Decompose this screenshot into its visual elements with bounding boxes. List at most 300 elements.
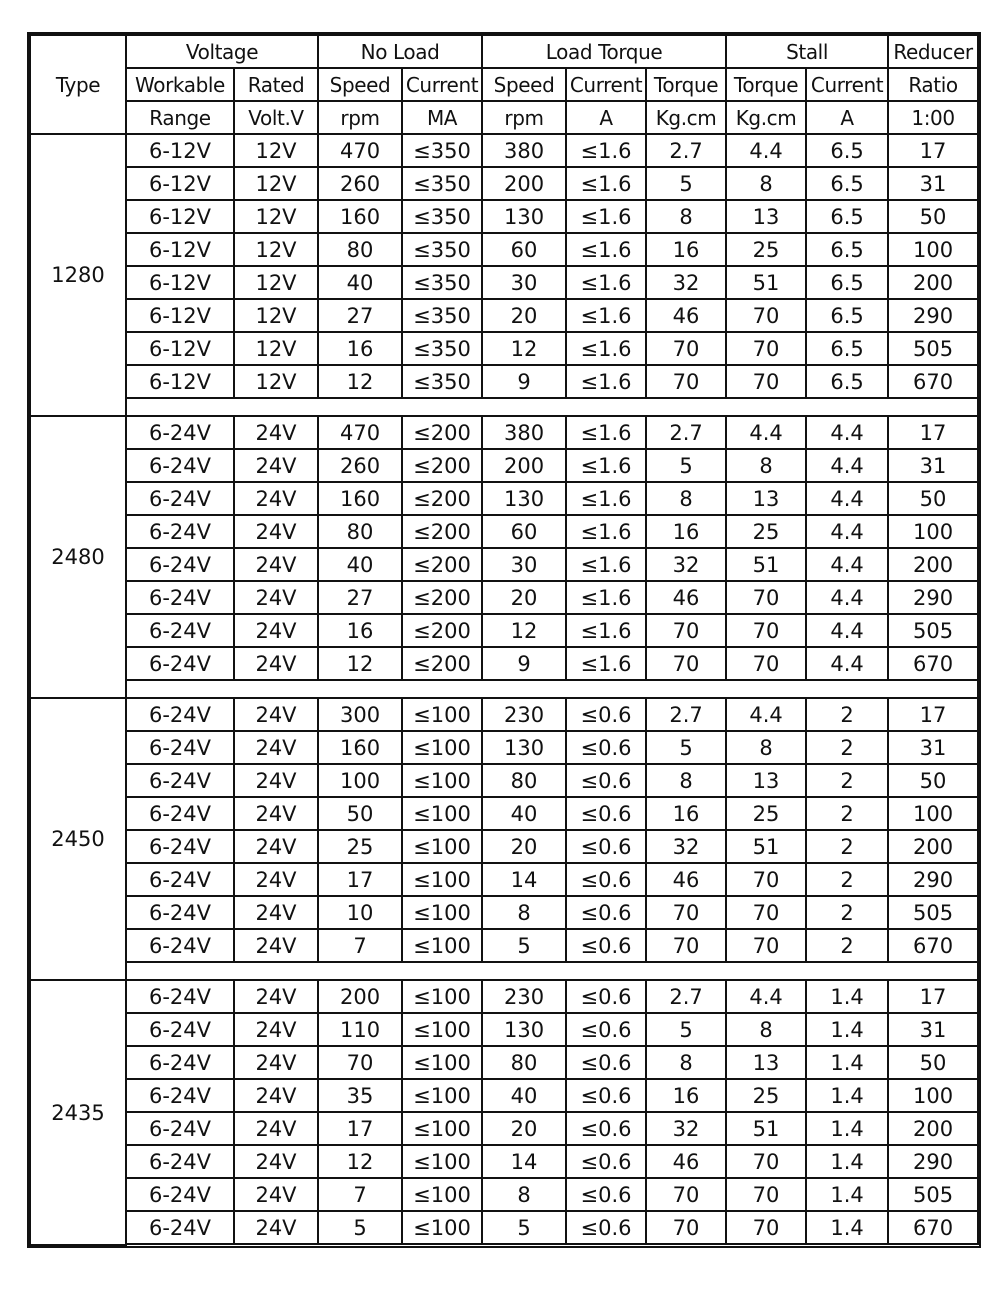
- table-cell: 5: [482, 1211, 566, 1244]
- table-cell: 6.5: [806, 299, 888, 332]
- table-cell: 2.7: [646, 134, 726, 167]
- table-row: [30, 266, 978, 299]
- header-col-name: Workable: [126, 68, 234, 101]
- table-cell: 2: [806, 731, 888, 764]
- table-cell: ≤1.6: [566, 416, 646, 449]
- table-cell: ≤0.6: [566, 797, 646, 830]
- table-cell: 6-24V: [126, 416, 234, 449]
- table-cell: 200: [318, 980, 402, 1013]
- table-cell: 46: [646, 863, 726, 896]
- table-cell: 32: [646, 830, 726, 863]
- table-cell: 380: [482, 416, 566, 449]
- table-cell: 40: [482, 1079, 566, 1112]
- group-separator: [30, 962, 978, 980]
- header-col-name: Speed: [318, 68, 402, 101]
- table-cell: 70: [318, 1046, 402, 1079]
- table-cell: 2: [806, 797, 888, 830]
- table-cell: 6.5: [806, 200, 888, 233]
- table-cell: 24V: [234, 764, 318, 797]
- table-cell: ≤0.6: [566, 1079, 646, 1112]
- table-cell: 24V: [234, 1013, 318, 1046]
- separator-cell: [126, 962, 978, 980]
- table-cell: 7: [318, 929, 402, 962]
- table-cell: 9: [482, 647, 566, 680]
- table-cell: 70: [646, 929, 726, 962]
- table-cell: 51: [726, 1112, 806, 1145]
- table-cell: 6-24V: [126, 929, 234, 962]
- table-cell: 9: [482, 365, 566, 398]
- type-cell: 2480: [30, 416, 126, 698]
- table-cell: 1.4: [806, 980, 888, 1013]
- table-cell: 16: [318, 614, 402, 647]
- header-col-unit: A: [806, 101, 888, 134]
- table-cell: 380: [482, 134, 566, 167]
- table-cell: 670: [888, 929, 978, 962]
- table-cell: 5: [482, 929, 566, 962]
- table-cell: 24V: [234, 1211, 318, 1244]
- table-cell: 70: [726, 896, 806, 929]
- table-row: [30, 980, 978, 1013]
- table-cell: ≤0.6: [566, 863, 646, 896]
- table-cell: 70: [726, 299, 806, 332]
- table-cell: 230: [482, 980, 566, 1013]
- table-cell: 6-24V: [126, 1079, 234, 1112]
- table-cell: 50: [888, 200, 978, 233]
- table-cell: ≤0.6: [566, 980, 646, 1013]
- table-cell: 70: [726, 1145, 806, 1178]
- table-cell: 290: [888, 1145, 978, 1178]
- table-cell: 505: [888, 614, 978, 647]
- table-cell: 24V: [234, 1079, 318, 1112]
- table-cell: ≤0.6: [566, 929, 646, 962]
- header-group-stall: Stall: [726, 35, 888, 68]
- table-cell: ≤100: [402, 797, 482, 830]
- table-cell: 25: [726, 233, 806, 266]
- table-cell: ≤1.6: [566, 365, 646, 398]
- table-cell: 17: [888, 980, 978, 1013]
- table-cell: 80: [318, 515, 402, 548]
- table-cell: 6-12V: [126, 134, 234, 167]
- table-cell: 6-24V: [126, 515, 234, 548]
- table-cell: 300: [318, 698, 402, 731]
- table-cell: 16: [646, 797, 726, 830]
- table-cell: 1.4: [806, 1145, 888, 1178]
- table-row: [30, 1178, 978, 1211]
- header-col-unit: A: [566, 101, 646, 134]
- table-cell: 12: [318, 1145, 402, 1178]
- table-cell: 6-12V: [126, 299, 234, 332]
- table-cell: ≤200: [402, 614, 482, 647]
- table-cell: 6-24V: [126, 863, 234, 896]
- table-cell: ≤200: [402, 548, 482, 581]
- table-cell: 6.5: [806, 365, 888, 398]
- table-cell: 670: [888, 647, 978, 680]
- header-group-voltage: Voltage: [126, 35, 318, 68]
- table-cell: 6-24V: [126, 731, 234, 764]
- table-cell: 290: [888, 299, 978, 332]
- table-cell: 60: [482, 233, 566, 266]
- table-cell: 70: [726, 647, 806, 680]
- table-cell: 6.5: [806, 167, 888, 200]
- table-row: [30, 731, 978, 764]
- table-row: [30, 581, 978, 614]
- table-cell: 70: [726, 365, 806, 398]
- table-cell: ≤1.6: [566, 449, 646, 482]
- table-cell: 4.4: [806, 647, 888, 680]
- table-cell: 160: [318, 731, 402, 764]
- table-cell: ≤0.6: [566, 764, 646, 797]
- table-cell: 46: [646, 581, 726, 614]
- table-cell: 20: [482, 299, 566, 332]
- table-cell: ≤100: [402, 980, 482, 1013]
- table-cell: 24V: [234, 1112, 318, 1145]
- table-cell: 32: [646, 548, 726, 581]
- table-cell: 2.7: [646, 698, 726, 731]
- table-cell: 4.4: [726, 980, 806, 1013]
- header-group-reducer: Reducer: [888, 35, 978, 68]
- table-cell: 50: [888, 1046, 978, 1079]
- table-cell: 505: [888, 332, 978, 365]
- table-cell: 1.4: [806, 1046, 888, 1079]
- table-cell: 6.5: [806, 266, 888, 299]
- table-cell: ≤100: [402, 896, 482, 929]
- table-cell: 80: [318, 233, 402, 266]
- table-cell: 290: [888, 581, 978, 614]
- type-cell: 1280: [30, 134, 126, 416]
- table-cell: 6.5: [806, 134, 888, 167]
- group-end: [30, 1244, 978, 1245]
- table-cell: 130: [482, 482, 566, 515]
- table-cell: ≤0.6: [566, 830, 646, 863]
- header-col-unit: rpm: [482, 101, 566, 134]
- motor-spec-table: [29, 34, 979, 1246]
- table-row: [30, 365, 978, 398]
- table-cell: 670: [888, 365, 978, 398]
- table-cell: 12V: [234, 266, 318, 299]
- table-cell: 51: [726, 266, 806, 299]
- table-cell: ≤100: [402, 1178, 482, 1211]
- table-cell: 470: [318, 416, 402, 449]
- table-cell: 80: [482, 1046, 566, 1079]
- table-cell: 200: [888, 548, 978, 581]
- table-cell: ≤100: [402, 929, 482, 962]
- table-cell: 230: [482, 698, 566, 731]
- table-cell: 2.7: [646, 980, 726, 1013]
- table-cell: 24V: [234, 797, 318, 830]
- table-cell: 200: [888, 830, 978, 863]
- table-cell: 70: [646, 647, 726, 680]
- table-cell: ≤0.6: [566, 731, 646, 764]
- table-cell: ≤0.6: [566, 1046, 646, 1079]
- table-cell: 27: [318, 299, 402, 332]
- table-cell: 6-12V: [126, 200, 234, 233]
- table-cell: 24V: [234, 482, 318, 515]
- table-cell: 2: [806, 698, 888, 731]
- table-cell: ≤0.6: [566, 1112, 646, 1145]
- table-cell: 4.4: [806, 482, 888, 515]
- header-col-name: Current: [402, 68, 482, 101]
- table-cell: 14: [482, 1145, 566, 1178]
- table-cell: ≤1.6: [566, 647, 646, 680]
- table-cell: 1.4: [806, 1178, 888, 1211]
- table-cell: 12: [318, 365, 402, 398]
- table-cell: 24V: [234, 449, 318, 482]
- table-cell: 200: [888, 266, 978, 299]
- table-cell: 6-24V: [126, 830, 234, 863]
- table-cell: 8: [646, 200, 726, 233]
- table-cell: ≤1.6: [566, 332, 646, 365]
- table-cell: 14: [482, 863, 566, 896]
- table-cell: 70: [646, 365, 726, 398]
- table-cell: 70: [726, 1211, 806, 1244]
- table-cell: 4.4: [726, 698, 806, 731]
- table-row: [30, 647, 978, 680]
- table-cell: 16: [318, 332, 402, 365]
- table-row: [30, 764, 978, 797]
- table-cell: 6-12V: [126, 266, 234, 299]
- header-col-name: Torque: [646, 68, 726, 101]
- header-row-groups: [30, 35, 978, 68]
- table-cell: 70: [726, 614, 806, 647]
- table-cell: 32: [646, 1112, 726, 1145]
- table-cell: 24V: [234, 515, 318, 548]
- table-cell: 50: [888, 482, 978, 515]
- table-cell: 110: [318, 1013, 402, 1046]
- table-cell: 6-24V: [126, 1046, 234, 1079]
- table-cell: 50: [888, 764, 978, 797]
- table-cell: 70: [646, 614, 726, 647]
- table-cell: 24V: [234, 581, 318, 614]
- table-cell: 5: [318, 1211, 402, 1244]
- table-cell: ≤1.6: [566, 134, 646, 167]
- table-cell: 12V: [234, 233, 318, 266]
- table-cell: 200: [482, 449, 566, 482]
- table-cell: 24V: [234, 731, 318, 764]
- table-cell: ≤100: [402, 1112, 482, 1145]
- table-cell: 100: [888, 515, 978, 548]
- table-cell: ≤350: [402, 167, 482, 200]
- table-cell: ≤350: [402, 200, 482, 233]
- table-cell: 2: [806, 830, 888, 863]
- header-type: Type: [30, 35, 126, 134]
- table-cell: 290: [888, 863, 978, 896]
- table-row: [30, 167, 978, 200]
- table-cell: ≤100: [402, 1079, 482, 1112]
- header-row-units: [30, 101, 978, 134]
- table-cell: 35: [318, 1079, 402, 1112]
- table-row: [30, 416, 978, 449]
- table-cell: 20: [482, 581, 566, 614]
- type-cell: 2435: [30, 980, 126, 1245]
- table-cell: 70: [726, 332, 806, 365]
- header-col-name: Speed: [482, 68, 566, 101]
- table-cell: 25: [726, 797, 806, 830]
- table-cell: ≤350: [402, 299, 482, 332]
- header-col-unit: Kg.cm: [646, 101, 726, 134]
- table-cell: 17: [888, 134, 978, 167]
- table-cell: 12V: [234, 134, 318, 167]
- table-cell: 8: [646, 764, 726, 797]
- table-cell: 4.4: [806, 614, 888, 647]
- header-col-unit: Volt.V: [234, 101, 318, 134]
- table-cell: 70: [726, 581, 806, 614]
- table-row: [30, 1046, 978, 1079]
- table-cell: 30: [482, 548, 566, 581]
- end-cell: [126, 1244, 978, 1245]
- table-cell: 6-24V: [126, 482, 234, 515]
- header-group-no-load: No Load: [318, 35, 482, 68]
- table-cell: 4.4: [726, 416, 806, 449]
- table-cell: 6-24V: [126, 797, 234, 830]
- group-separator: [30, 680, 978, 698]
- table-cell: 260: [318, 167, 402, 200]
- table-cell: ≤350: [402, 233, 482, 266]
- table-cell: 24V: [234, 614, 318, 647]
- table-cell: 8: [726, 449, 806, 482]
- table-cell: 12V: [234, 299, 318, 332]
- table-cell: 12: [318, 647, 402, 680]
- table-cell: 17: [888, 416, 978, 449]
- table-cell: ≤200: [402, 647, 482, 680]
- table-cell: 17: [888, 698, 978, 731]
- table-cell: 17: [318, 1112, 402, 1145]
- table-cell: 6-24V: [126, 1211, 234, 1244]
- table-cell: 20: [482, 1112, 566, 1145]
- table-cell: 10: [318, 896, 402, 929]
- table-cell: 505: [888, 896, 978, 929]
- table-row: [30, 614, 978, 647]
- table-cell: 4.4: [806, 515, 888, 548]
- table-cell: ≤1.6: [566, 266, 646, 299]
- table-cell: 24V: [234, 416, 318, 449]
- table-cell: ≤350: [402, 365, 482, 398]
- table-cell: 20: [482, 830, 566, 863]
- table-cell: 13: [726, 1046, 806, 1079]
- table-cell: 40: [318, 548, 402, 581]
- header-col-name: Current: [566, 68, 646, 101]
- table-cell: 6-24V: [126, 614, 234, 647]
- table-row: [30, 929, 978, 962]
- table-cell: 6-24V: [126, 896, 234, 929]
- table-cell: 130: [482, 200, 566, 233]
- table-cell: 5: [646, 449, 726, 482]
- table-cell: ≤1.6: [566, 548, 646, 581]
- table-row: [30, 515, 978, 548]
- table-cell: 4.4: [806, 449, 888, 482]
- table-cell: 24V: [234, 698, 318, 731]
- table-cell: ≤0.6: [566, 698, 646, 731]
- table-cell: 6-12V: [126, 167, 234, 200]
- table-cell: 100: [318, 764, 402, 797]
- table-cell: 30: [482, 266, 566, 299]
- table-cell: ≤1.6: [566, 233, 646, 266]
- table-cell: 51: [726, 830, 806, 863]
- table-cell: 130: [482, 1013, 566, 1046]
- table-cell: 70: [726, 1178, 806, 1211]
- table-cell: 8: [646, 482, 726, 515]
- header-col-unit: MA: [402, 101, 482, 134]
- table-cell: 160: [318, 482, 402, 515]
- table-cell: 24V: [234, 1046, 318, 1079]
- table-cell: 2: [806, 863, 888, 896]
- table-cell: 8: [482, 896, 566, 929]
- table-cell: ≤350: [402, 134, 482, 167]
- table-cell: ≤200: [402, 416, 482, 449]
- table-cell: 6.5: [806, 233, 888, 266]
- table-cell: 1.4: [806, 1211, 888, 1244]
- table-cell: ≤100: [402, 698, 482, 731]
- table-cell: 2.7: [646, 416, 726, 449]
- table-cell: 8: [646, 1046, 726, 1079]
- header-row-names: [30, 68, 978, 101]
- table-row: [30, 797, 978, 830]
- table-cell: 12: [482, 332, 566, 365]
- table-cell: 60: [482, 515, 566, 548]
- table-cell: 17: [318, 863, 402, 896]
- table-cell: 4.4: [726, 134, 806, 167]
- table-cell: 130: [482, 731, 566, 764]
- table-cell: 160: [318, 200, 402, 233]
- table-cell: 12: [482, 614, 566, 647]
- separator-cell: [126, 398, 978, 416]
- table-cell: 505: [888, 1178, 978, 1211]
- table-cell: 2: [806, 929, 888, 962]
- table-cell: 50: [318, 797, 402, 830]
- table-cell: 6-24V: [126, 1112, 234, 1145]
- table-cell: ≤200: [402, 515, 482, 548]
- table-cell: 24V: [234, 1178, 318, 1211]
- table-cell: ≤1.6: [566, 167, 646, 200]
- table-cell: 6-24V: [126, 581, 234, 614]
- table-row: [30, 134, 978, 167]
- table-row: [30, 233, 978, 266]
- table-cell: ≤0.6: [566, 1145, 646, 1178]
- table-cell: 32: [646, 266, 726, 299]
- table-cell: 70: [646, 1178, 726, 1211]
- table-cell: 24V: [234, 896, 318, 929]
- table-cell: 6-24V: [126, 764, 234, 797]
- table-cell: 8: [726, 1013, 806, 1046]
- table-row: [30, 698, 978, 731]
- table-row: [30, 548, 978, 581]
- table-cell: 13: [726, 482, 806, 515]
- table-cell: 70: [646, 332, 726, 365]
- table-cell: 70: [646, 1211, 726, 1244]
- table-cell: 6-12V: [126, 233, 234, 266]
- table-cell: 8: [482, 1178, 566, 1211]
- table-cell: ≤350: [402, 332, 482, 365]
- table-cell: ≤1.6: [566, 200, 646, 233]
- table-cell: 16: [646, 1079, 726, 1112]
- table-cell: 5: [646, 167, 726, 200]
- header-col-name: Current: [806, 68, 888, 101]
- table-cell: 70: [726, 863, 806, 896]
- table-cell: ≤0.6: [566, 1178, 646, 1211]
- table-cell: 100: [888, 797, 978, 830]
- table-cell: 13: [726, 764, 806, 797]
- table-cell: 2: [806, 896, 888, 929]
- table-cell: 670: [888, 1211, 978, 1244]
- table-cell: ≤100: [402, 764, 482, 797]
- table-cell: ≤100: [402, 1211, 482, 1244]
- table-row: [30, 1145, 978, 1178]
- table-cell: 70: [726, 929, 806, 962]
- header-col-unit: 1:00: [888, 101, 978, 134]
- table-cell: ≤200: [402, 581, 482, 614]
- header-col-name: Rated: [234, 68, 318, 101]
- table-cell: 6-24V: [126, 1178, 234, 1211]
- table-cell: 4.4: [806, 581, 888, 614]
